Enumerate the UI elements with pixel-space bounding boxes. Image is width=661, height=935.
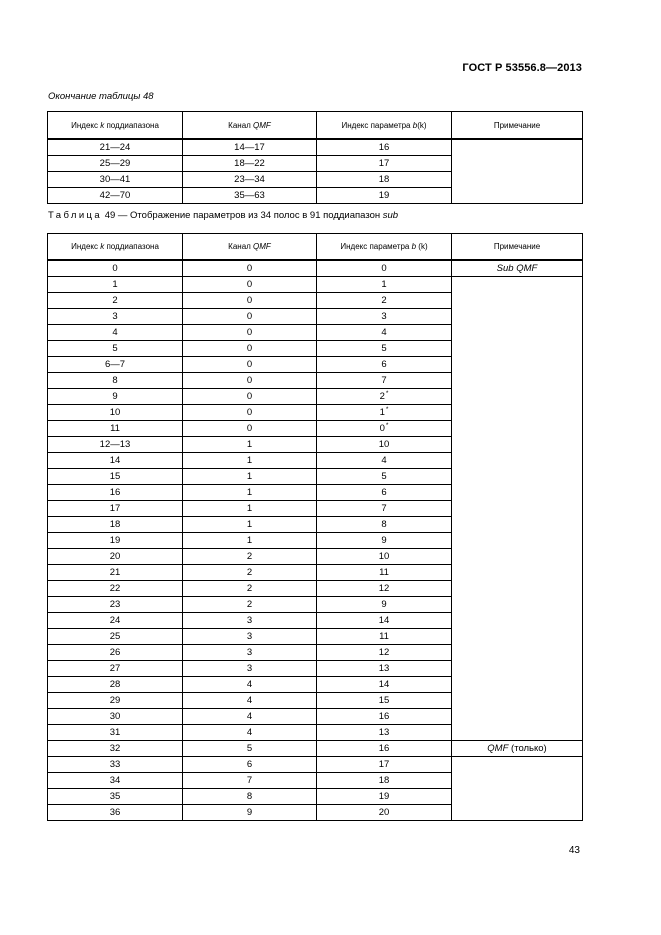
cell-qmf-channel: 0 <box>183 293 317 309</box>
cell-parameter-index <box>317 357 452 373</box>
cell-parameter-index <box>317 629 452 645</box>
cell-subband: 35 <box>48 789 183 805</box>
cell-qmf-channel: 0 <box>183 373 317 389</box>
cell-parameter-index <box>317 773 452 789</box>
cell-parameter-index <box>317 709 452 725</box>
cell-parameter-index <box>317 469 452 485</box>
cell-qmf-channel: 2 <box>183 565 317 581</box>
cell-subband: 23 <box>48 597 183 613</box>
cell-qmf-channel: 2 <box>183 549 317 565</box>
table-row <box>48 757 583 773</box>
cell-qmf-channel: 5 <box>183 741 317 757</box>
cell-parameter-index <box>317 549 452 565</box>
cell-qmf-channel: 0 <box>183 405 317 421</box>
parameter-value: 10 <box>378 551 390 562</box>
cell-subband: 34 <box>48 773 183 789</box>
cell-qmf-channel: 3 <box>183 661 317 677</box>
cell-qmf-channel: 0 <box>183 277 317 293</box>
cell-note <box>452 139 583 204</box>
parameter-value: 8 <box>381 519 387 530</box>
cell-subband: 1 <box>48 277 183 293</box>
table49-caption: Таблица 49 — Отображение параметров из 34 полос в 91 поддиапазон sub <box>48 210 399 221</box>
cell-parameter-index <box>317 437 452 453</box>
parameter-value: 14 <box>378 679 390 690</box>
cell-qmf-channel: 4 <box>183 709 317 725</box>
cell-subband: 26 <box>48 645 183 661</box>
cell-subband: 42—70 <box>48 188 183 204</box>
cell-qmf-channel: 0 <box>183 389 317 405</box>
parameter-value: 19 <box>378 791 390 802</box>
parameter-value: 12 <box>378 583 390 594</box>
header-parameter-index: Индекс параметра b(k) <box>317 112 452 140</box>
cell-parameter-index: 17 <box>317 156 452 172</box>
cell-qmf-channel: 0 <box>183 325 317 341</box>
parameter-value: 11 <box>379 567 389 578</box>
cell-parameter-index: 16 <box>317 139 452 156</box>
cell-parameter-index <box>317 373 452 389</box>
cell-parameter-index <box>317 501 452 517</box>
note-qmf: QMF <box>487 743 509 754</box>
parameter-value: 1 <box>381 279 387 290</box>
cell-subband: 0 <box>48 260 183 277</box>
cell-parameter-index: 19 <box>317 188 452 204</box>
cell-parameter-index <box>317 421 452 437</box>
parameter-value: 3 <box>381 311 387 322</box>
cell-parameter-index <box>317 661 452 677</box>
cell-qmf-channel: 0 <box>183 421 317 437</box>
cell-parameter-index <box>317 517 452 533</box>
cell-subband: 14 <box>48 453 183 469</box>
cell-qmf-channel: 3 <box>183 629 317 645</box>
cell-subband: 5 <box>48 341 183 357</box>
cell-subband: 17 <box>48 501 183 517</box>
cell-parameter-index <box>317 741 452 757</box>
cell-subband: 24 <box>48 613 183 629</box>
parameter-value: 16 <box>378 743 390 754</box>
cell-parameter-index <box>317 581 452 597</box>
parameter-value: 5 <box>381 471 387 482</box>
table-row <box>48 741 583 757</box>
cell-parameter-index <box>317 341 452 357</box>
cell-subband: 28 <box>48 677 183 693</box>
cell-parameter-index <box>317 565 452 581</box>
cell-qmf-channel: 18—22 <box>183 156 317 172</box>
cell-subband: 18 <box>48 517 183 533</box>
parameter-value: 15 <box>378 695 390 706</box>
cell-qmf-channel: 4 <box>183 677 317 693</box>
cell-parameter-index <box>317 597 452 613</box>
header-qmf-channel: Канал QMF <box>183 234 317 261</box>
cell-subband: 30—41 <box>48 172 183 188</box>
parameter-value: 4 <box>381 327 387 338</box>
cell-subband: 2 <box>48 293 183 309</box>
table48-continuation-caption: Окончание таблицы 48 <box>48 91 154 102</box>
cell-subband: 21—24 <box>48 139 183 156</box>
cell-qmf-channel: 23—34 <box>183 172 317 188</box>
cell-parameter-index <box>317 325 452 341</box>
cell-subband: 9 <box>48 389 183 405</box>
cell-qmf-channel: 1 <box>183 437 317 453</box>
cell-qmf-channel: 7 <box>183 773 317 789</box>
cell-subband: 25 <box>48 629 183 645</box>
parameter-value: 9 <box>381 535 387 546</box>
cell-subband: 29 <box>48 693 183 709</box>
standard-designation: ГОСТ Р 53556.8—2013 <box>462 62 582 74</box>
cell-qmf-channel: 0 <box>183 260 317 277</box>
cell-subband: 11 <box>48 421 183 437</box>
cell-qmf-channel: 1 <box>183 469 317 485</box>
cell-parameter-index <box>317 277 452 293</box>
asterisk-mark: * <box>385 422 389 429</box>
parameter-value: 4 <box>381 455 387 466</box>
parameter-value: 13 <box>378 727 390 738</box>
cell-qmf-channel: 0 <box>183 341 317 357</box>
cell-qmf-channel: 35—63 <box>183 188 317 204</box>
cell-subband: 6—7 <box>48 357 183 373</box>
cell-subband: 4 <box>48 325 183 341</box>
parameter-value: 5 <box>381 343 387 354</box>
cell-parameter-index <box>317 260 452 277</box>
header-note: Примечание <box>452 234 583 261</box>
cell-subband: 25—29 <box>48 156 183 172</box>
header-subband-index: Индекс k поддиапазона <box>48 112 183 140</box>
page-number: 43 <box>568 845 580 856</box>
cell-qmf-channel: 2 <box>183 597 317 613</box>
cell-qmf-channel: 1 <box>183 533 317 549</box>
note-only: (только) <box>508 743 547 754</box>
parameter-value: 9 <box>381 599 387 610</box>
cell-qmf-channel: 4 <box>183 725 317 741</box>
cell-qmf-channel: 1 <box>183 485 317 501</box>
cell-qmf-channel: 8 <box>183 789 317 805</box>
cell-subband: 8 <box>48 373 183 389</box>
cell-parameter-index <box>317 789 452 805</box>
cell-parameter-index <box>317 677 452 693</box>
cell-qmf-channel: 4 <box>183 693 317 709</box>
asterisk-mark: * <box>385 406 389 413</box>
parameter-value: 16 <box>378 711 390 722</box>
cell-qmf-channel: 9 <box>183 805 317 821</box>
cell-subband: 32 <box>48 741 183 757</box>
cell-subband: 19 <box>48 533 183 549</box>
parameter-value: 2 <box>379 391 385 402</box>
cell-subband: 27 <box>48 661 183 677</box>
header-qmf-channel: Канал QMF <box>183 112 317 140</box>
parameter-value: 10 <box>378 439 390 450</box>
cell-qmf-channel: 1 <box>183 517 317 533</box>
cell-qmf-channel: 14—17 <box>183 139 317 156</box>
table-48-continuation <box>47 111 583 204</box>
parameter-value: 12 <box>378 647 390 658</box>
cell-parameter-index <box>317 693 452 709</box>
parameter-value: 20 <box>378 807 390 818</box>
cell-parameter-index <box>317 293 452 309</box>
header-parameter-index: Индекс параметра b (k) <box>317 234 452 261</box>
cell-parameter-index <box>317 453 452 469</box>
cell-subband: 33 <box>48 757 183 773</box>
cell-subband: 16 <box>48 485 183 501</box>
cell-parameter-index: 18 <box>317 172 452 188</box>
cell-parameter-index <box>317 389 452 405</box>
cell-qmf-channel: 6 <box>183 757 317 773</box>
header-subband-index: Индекс k поддиапазона <box>48 234 183 261</box>
table-row <box>48 260 583 277</box>
parameter-value: 0 <box>381 263 387 274</box>
cell-qmf-channel: 1 <box>183 501 317 517</box>
parameter-value: 2 <box>381 295 387 306</box>
cell-qmf-channel: 3 <box>183 645 317 661</box>
parameter-value: 6 <box>381 487 387 498</box>
cell-parameter-index <box>317 533 452 549</box>
parameter-value: 13 <box>378 663 390 674</box>
cell-subband: 20 <box>48 549 183 565</box>
parameter-value: 18 <box>378 775 390 786</box>
cell-qmf-channel: 0 <box>183 357 317 373</box>
table-row <box>48 277 583 293</box>
cell-note-qmf-only <box>452 741 583 757</box>
cell-parameter-index <box>317 725 452 741</box>
cell-subband: 12—13 <box>48 437 183 453</box>
cell-qmf-channel: 2 <box>183 581 317 597</box>
cell-subband: 3 <box>48 309 183 325</box>
table-row <box>48 139 583 156</box>
cell-parameter-index <box>317 645 452 661</box>
parameter-value: 17 <box>378 759 390 770</box>
cell-parameter-index <box>317 613 452 629</box>
parameter-value: 1 <box>379 407 385 418</box>
cell-parameter-index <box>317 757 452 773</box>
cell-subband: 30 <box>48 709 183 725</box>
cell-qmf-channel: 0 <box>183 309 317 325</box>
cell-subband: 22 <box>48 581 183 597</box>
parameter-value: 0 <box>379 423 385 434</box>
table-header-row <box>48 112 583 140</box>
cell-note-group <box>452 757 583 821</box>
parameter-value: 14 <box>378 615 390 626</box>
cell-parameter-index <box>317 485 452 501</box>
cell-note-sub-qmf: Sub QMF <box>452 260 583 277</box>
asterisk-mark: * <box>385 390 389 397</box>
table-header-row <box>48 234 583 261</box>
cell-parameter-index <box>317 805 452 821</box>
cell-subband: 36 <box>48 805 183 821</box>
cell-parameter-index <box>317 405 452 421</box>
cell-subband: 31 <box>48 725 183 741</box>
parameter-value: 7 <box>381 375 387 386</box>
cell-parameter-index <box>317 309 452 325</box>
cell-qmf-channel: 1 <box>183 453 317 469</box>
cell-subband: 15 <box>48 469 183 485</box>
parameter-value: 7 <box>381 503 387 514</box>
cell-subband: 10 <box>48 405 183 421</box>
table-49 <box>47 233 583 821</box>
cell-qmf-channel: 3 <box>183 613 317 629</box>
cell-note-group <box>452 277 583 741</box>
parameter-value: 6 <box>381 359 387 370</box>
parameter-value: 11 <box>379 631 389 642</box>
header-note: Примечание <box>452 112 583 140</box>
cell-subband: 21 <box>48 565 183 581</box>
